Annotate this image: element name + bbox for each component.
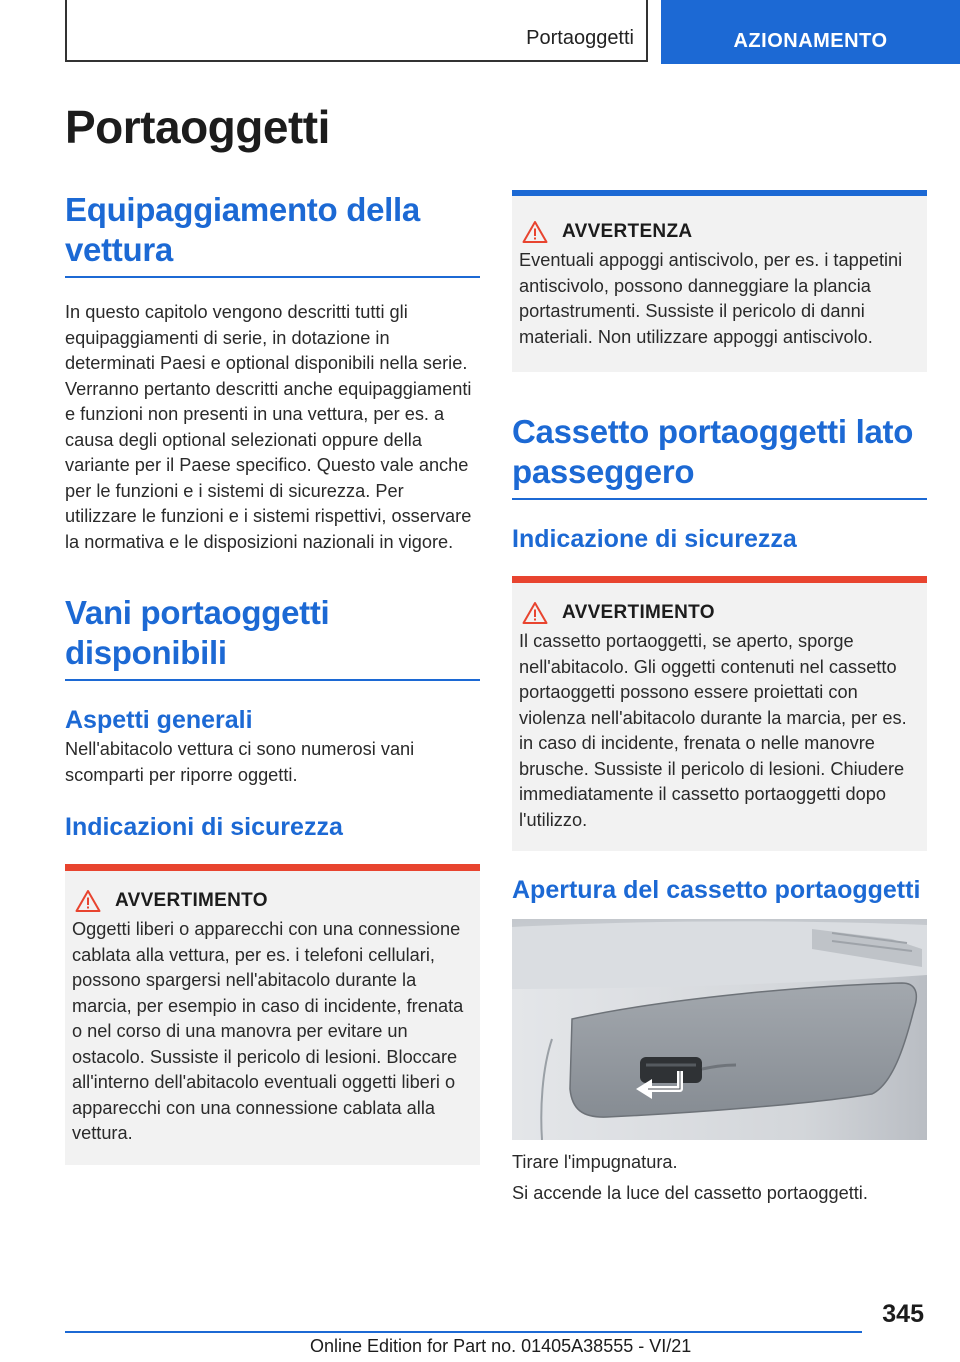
notice-box-appoggi-antiscivolo xyxy=(512,190,927,372)
warning-header xyxy=(519,601,919,625)
heading-cassetto-portaoggetti: Cassetto portaoggetti lato passeggero xyxy=(512,412,927,500)
paragraph-tirare-impugnatura: Tirare l'impugnatura. xyxy=(512,1152,678,1172)
warning-box-cassetto xyxy=(512,576,927,851)
page-title: Portaoggetti xyxy=(65,101,330,153)
header-section-box xyxy=(65,0,648,62)
notice-title: AVVERTENZA xyxy=(562,221,693,242)
heading-indicazioni-sicurezza: Indicazioni di sicurezza xyxy=(65,813,343,841)
paragraph-aspetti-generali: Nell'abitacolo vettura ci sono numerosi vani scomparti per riporre oggetti. xyxy=(65,739,415,785)
header-section-title: Portaoggetti xyxy=(526,27,634,49)
footer-edition: Online Edition for Part no. 01405A38555 - VI/21 xyxy=(310,1336,692,1356)
warning-header xyxy=(72,889,472,913)
warning-box-oggetti-liberi xyxy=(65,864,480,1165)
heading-vani-portaoggetti: Vani portaoggetti disponibili xyxy=(65,593,480,681)
notice-text: Eventuali appoggi antiscivolo, per es. i tappetini antiscivolo, possono danneggiare la plancia portastrumenti. Sussiste il pericolo di danni materiali. Non utilizzare appoggi antiscivolo. xyxy=(519,250,903,347)
paragraph-luce-cassetto: Si accende la luce del cassetto portaoggetti. xyxy=(512,1182,868,1203)
heading-aspetti-generali: Aspetti generali xyxy=(65,706,253,734)
warning-triangle-icon xyxy=(75,889,101,913)
warning-title: AVVERTIMENTO xyxy=(562,602,715,623)
notice-header xyxy=(519,220,919,244)
warning-text: Oggetti liberi o apparecchi con una connessione cablata alla vettura, per es. i telefoni cellulari, possono spargersi nell'abitacolo durante la marcia, per esempio in caso di incidente, frenata o nel corso di una manovra per evitare un ostacolo. Sussiste il pericolo di lesioni. Bloccare all'interno dell'abitacolo eventuali oggetti liberi o apparecchi con una connessione cablata alla vettura. xyxy=(72,919,464,1143)
warning-title: AVVERTIMENTO xyxy=(115,890,268,911)
paragraph-equipaggiamento: In questo capitolo vengono descritti tutti gli equipaggiamenti di serie, in dotazione in determinati Paesi e optional disponibili nella serie. Verranno pertanto descritti anche equipaggiamenti e funzioni non presenti in una vettura, per es. a causa degli optional selezionati oppure della variante per il Paese specifico. Questo vale anche per le funzioni e i sistemi di sicurezza. Per utilizzare le funzioni e i sistemi rispettivi, osservare la normativa e le disposizioni nazionali in vigore. xyxy=(65,302,472,552)
header-chapter-title: AZIONAMENTO xyxy=(733,30,888,52)
warning-triangle-icon xyxy=(522,220,548,244)
header-chapter-tab xyxy=(661,0,960,64)
left-column xyxy=(65,190,480,1165)
heading-equipaggiamento: Equipaggiamento della vettura xyxy=(65,190,480,278)
warning-triangle-icon xyxy=(522,601,548,625)
page-number: 345 xyxy=(882,1300,924,1328)
footer-divider xyxy=(65,1331,862,1333)
warning-text: Il cassetto portaoggetti, se aperto, sporge nell'abitacolo. Gli oggetti contenuti nel cassetto portaoggetti possono essere proiettati con violenza nell'abitacolo durante la marcia, per es. in caso di incidente, frenata o nelle manovre brusche. Sussiste il pericolo di lesioni. Chiudere immediatamente il cassetto portaoggetti dopo l'utilizzo. xyxy=(519,631,907,830)
right-column xyxy=(512,190,927,1206)
glovebox-illustration xyxy=(512,919,927,1140)
heading-apertura-cassetto: Apertura del cassetto portaoggetti xyxy=(512,876,921,904)
heading-indicazione-sicurezza: Indicazione di sicurezza xyxy=(512,525,797,553)
